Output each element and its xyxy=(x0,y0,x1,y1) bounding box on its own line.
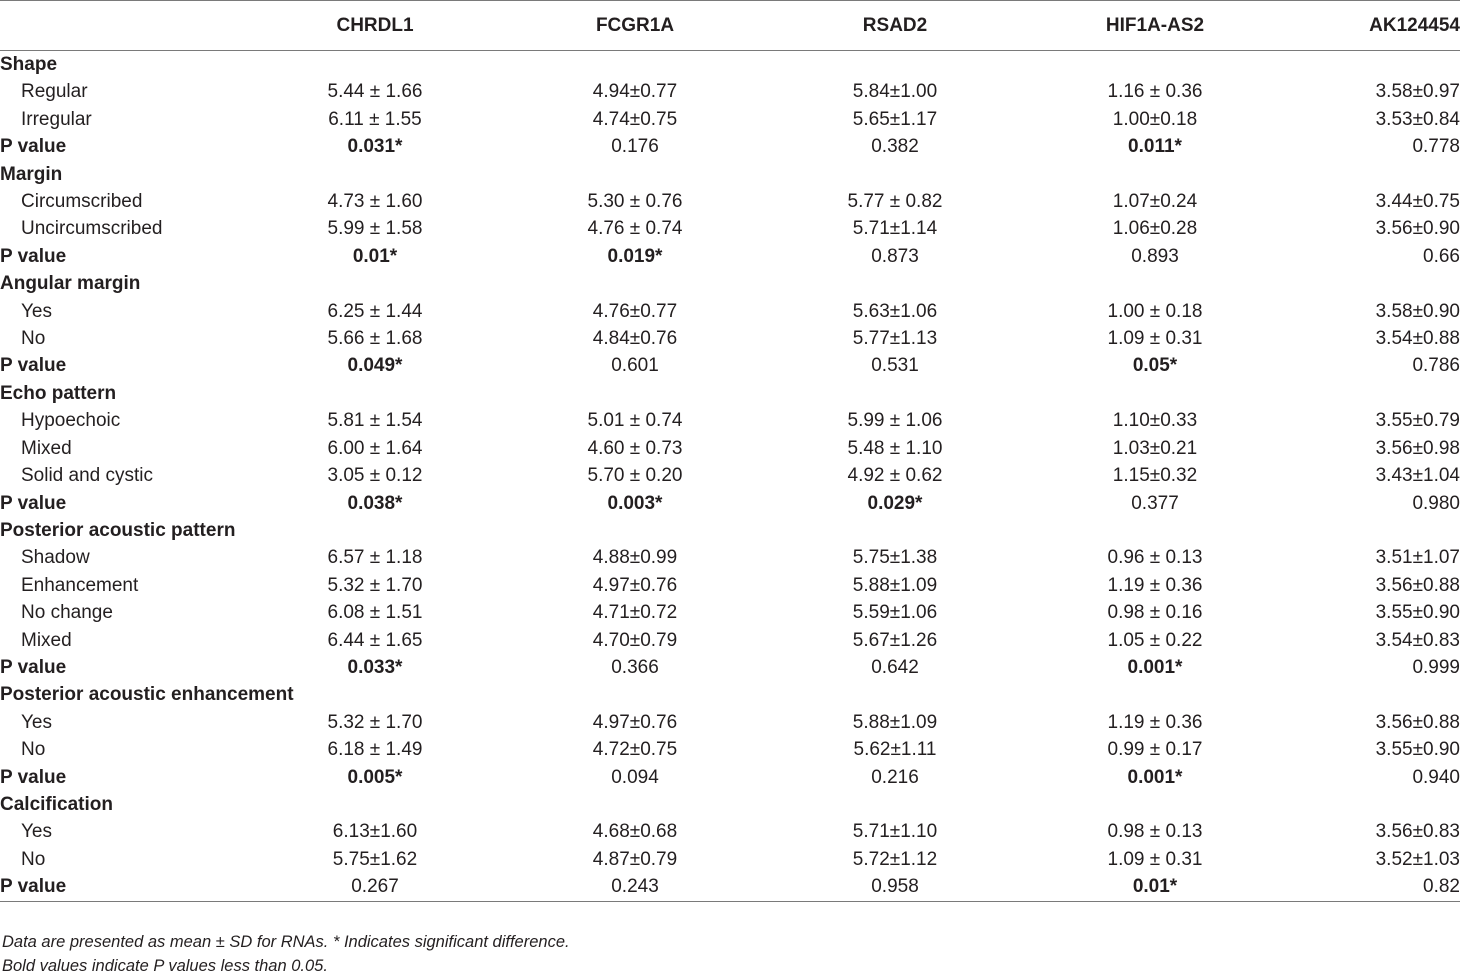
table-cell: 0.96 ± 0.13 xyxy=(1107,547,1203,569)
table-cell: 5.63±1.06 xyxy=(852,300,938,322)
table-cell: 5.32 ± 1.70 xyxy=(327,574,423,596)
table-cell: 3.52±1.03 xyxy=(1375,848,1460,870)
row-label: Yes xyxy=(21,821,52,843)
table-cell: 0.029* xyxy=(867,492,923,514)
table-cell: 0.031* xyxy=(347,136,403,158)
table-cell: 0.267 xyxy=(245,873,505,901)
table-cell: 1.06±0.28 xyxy=(1112,218,1198,240)
table-cell: 0.011* xyxy=(1128,136,1182,158)
table-cell: 4.92 ± 0.62 xyxy=(847,465,943,487)
table-cell: 1.09 ± 0.31 xyxy=(1107,328,1203,350)
group-row xyxy=(0,270,1460,297)
table-cell: 4.60 ± 0.73 xyxy=(587,437,683,459)
table-cell: 1.07±0.24 xyxy=(1112,191,1198,213)
table-cell: 0.778 xyxy=(1412,136,1460,158)
table-cell: 5.32 ± 1.70 xyxy=(327,711,423,733)
table-cell: 5.84±1.00 xyxy=(852,81,938,103)
table-row xyxy=(0,106,1460,133)
table-row xyxy=(0,599,1460,626)
table-row xyxy=(0,736,1460,763)
table-cell: 5.30 ± 0.76 xyxy=(587,191,683,213)
table-cell: 3.56±0.88 xyxy=(1375,574,1460,596)
table-cell: 0.873 xyxy=(871,245,919,267)
p-value-row xyxy=(0,352,1460,379)
table-cell: 0.377 xyxy=(1131,492,1179,514)
row-label: No xyxy=(21,848,46,870)
table-row xyxy=(0,818,1460,845)
column-header-label xyxy=(0,1,245,51)
table-cell: 6.18 ± 1.49 xyxy=(327,739,423,761)
table-cell: 1.19 ± 0.36 xyxy=(1107,711,1203,733)
table-cell: 4.70±0.79 xyxy=(592,629,678,651)
row-label: Mixed xyxy=(21,629,72,651)
table-cell: 0.176 xyxy=(611,136,659,158)
row-label: P value xyxy=(0,873,245,901)
row-label: Mixed xyxy=(21,437,72,459)
row-label: No xyxy=(21,739,46,761)
table-cell: 1.16 ± 0.36 xyxy=(1107,81,1203,103)
table-cell: 5.67±1.26 xyxy=(852,629,938,651)
table-cell: 3.58±0.97 xyxy=(1375,81,1460,103)
row-label: P value xyxy=(0,766,67,788)
table-cell: 5.71±1.14 xyxy=(852,218,938,240)
table-cell: 4.74±0.75 xyxy=(592,108,678,130)
table-cell: 5.72±1.12 xyxy=(852,848,938,870)
table-row xyxy=(0,215,1460,242)
table-cell: 6.57 ± 1.18 xyxy=(327,547,423,569)
table-cell: 5.71±1.10 xyxy=(852,821,938,843)
table-cell: 0.980 xyxy=(1412,492,1460,514)
group-label: Calcification xyxy=(0,793,113,815)
row-label: P value xyxy=(0,492,67,514)
row-label: Solid and cystic xyxy=(21,465,154,487)
table-cell: 3.54±0.88 xyxy=(1375,328,1460,350)
p-value-row xyxy=(0,654,1460,681)
table-cell: 4.87±0.79 xyxy=(592,848,678,870)
table-cell: 4.88±0.99 xyxy=(592,547,678,569)
group-row xyxy=(0,681,1460,708)
table-cell: 0.98 ± 0.16 xyxy=(1107,602,1203,624)
row-label: No xyxy=(21,328,46,350)
table-cell: 1.19 ± 0.36 xyxy=(1107,574,1203,596)
row-label: P value xyxy=(0,245,67,267)
table-cell: 3.55±0.90 xyxy=(1375,602,1460,624)
table-cell: 5.70 ± 0.20 xyxy=(587,465,683,487)
group-label: Margin xyxy=(0,163,63,185)
table-cell: 4.72±0.75 xyxy=(592,739,678,761)
table-cell: 4.76 ± 0.74 xyxy=(587,218,683,240)
table-cell: 4.68±0.68 xyxy=(592,821,678,843)
table-cell: 0.98 ± 0.13 xyxy=(1107,821,1203,843)
table-cell: 6.25 ± 1.44 xyxy=(327,300,423,322)
table-cell: 6.44 ± 1.65 xyxy=(327,629,423,651)
table-cell: 0.366 xyxy=(611,656,659,678)
p-value-row xyxy=(0,764,1460,791)
row-label: P value xyxy=(0,656,67,678)
table-row xyxy=(0,846,1460,873)
p-value-row xyxy=(0,133,1460,160)
row-label: Yes xyxy=(21,711,52,733)
group-row xyxy=(0,791,1460,818)
table-cell: 0.893 xyxy=(1131,245,1179,267)
table-cell: 0.66 xyxy=(1423,245,1460,267)
table-cell: 0.001* xyxy=(1127,656,1183,678)
table-cell: 3.55±0.90 xyxy=(1375,739,1460,761)
table-cell: 1.05 ± 0.22 xyxy=(1107,629,1203,651)
row-label: Hypoechoic xyxy=(21,410,121,432)
p-value-row xyxy=(0,243,1460,270)
table-cell: 1.10±0.33 xyxy=(1112,410,1198,432)
row-label: Enhancement xyxy=(21,574,139,596)
group-row xyxy=(0,161,1460,188)
table-cell: 5.77 ± 0.82 xyxy=(847,191,943,213)
table-cell: 3.44±0.75 xyxy=(1375,191,1460,213)
group-label: Posterior acoustic enhancement xyxy=(0,684,294,706)
table-cell: 0.958 xyxy=(765,873,1025,901)
table-row xyxy=(0,572,1460,599)
table-cell: 0.786 xyxy=(1412,355,1460,377)
group-row xyxy=(0,380,1460,407)
table-cell: 0.243 xyxy=(505,873,765,901)
table-cell: 3.56±0.83 xyxy=(1375,821,1460,843)
table-cell: 0.531 xyxy=(871,355,919,377)
table-cell: 0.094 xyxy=(611,766,659,788)
table-cell: 5.01 ± 0.74 xyxy=(587,410,683,432)
table-cell: 5.65±1.17 xyxy=(852,108,938,130)
table-cell: 4.94±0.77 xyxy=(592,81,678,103)
table-cell: 0.82 xyxy=(1285,873,1460,901)
table-cell: 5.99 ± 1.58 xyxy=(327,218,423,240)
table-cell: 5.99 ± 1.06 xyxy=(847,410,943,432)
table-header xyxy=(0,1,1460,51)
table-cell: 3.56±0.88 xyxy=(1375,711,1460,733)
table-cell: 3.51±1.07 xyxy=(1375,547,1460,569)
table-cell: 0.01* xyxy=(1025,873,1285,901)
column-header-ak124454: AK124454 xyxy=(1285,1,1460,51)
table-cell: 5.81 ± 1.54 xyxy=(327,410,423,432)
table-row xyxy=(0,325,1460,352)
table-body xyxy=(0,51,1460,902)
table-cell: 5.75±1.38 xyxy=(852,547,938,569)
table-cell: 6.13±1.60 xyxy=(332,821,418,843)
table-cell: 5.77±1.13 xyxy=(852,328,938,350)
table-row xyxy=(0,462,1460,489)
column-header-chrdl1: CHRDL1 xyxy=(245,1,505,51)
column-header-hif1a-as2: HIF1A-AS2 xyxy=(1025,1,1285,51)
table-row xyxy=(0,298,1460,325)
row-label: Yes xyxy=(21,300,52,322)
group-row xyxy=(0,51,1460,79)
table-cell: 3.56±0.90 xyxy=(1375,218,1460,240)
table-cell: 0.216 xyxy=(871,766,919,788)
table-cell: 5.44 ± 1.66 xyxy=(327,81,423,103)
column-header-rsad2: RSAD2 xyxy=(765,1,1025,51)
table-cell: 0.999 xyxy=(1412,656,1460,678)
table-cell: 5.88±1.09 xyxy=(852,711,938,733)
table-cell: 4.76±0.77 xyxy=(592,300,678,322)
table-row xyxy=(0,78,1460,105)
table-cell: 0.033* xyxy=(347,656,403,678)
table-row xyxy=(0,407,1460,434)
table-cell: 1.00±0.18 xyxy=(1112,108,1198,130)
table-cell: 5.75±1.62 xyxy=(332,848,418,870)
row-label: No change xyxy=(21,602,113,624)
table-cell: 5.66 ± 1.68 xyxy=(327,328,423,350)
table-cell: 3.05 ± 0.12 xyxy=(327,465,423,487)
table-cell: 6.08 ± 1.51 xyxy=(327,602,423,624)
table-cell: 1.09 ± 0.31 xyxy=(1107,848,1203,870)
table-cell: 5.88±1.09 xyxy=(852,574,938,596)
p-value-row xyxy=(0,490,1460,517)
table-cell: 1.03±0.21 xyxy=(1112,437,1198,459)
table-cell: 5.48 ± 1.10 xyxy=(847,437,943,459)
table-row xyxy=(0,709,1460,736)
table-cell: 3.56±0.98 xyxy=(1375,437,1460,459)
table-cell: 3.55±0.79 xyxy=(1375,410,1460,432)
table-row xyxy=(0,188,1460,215)
row-label: Circumscribed xyxy=(21,191,143,213)
group-label: Posterior acoustic pattern xyxy=(0,519,236,541)
table-cell: 4.71±0.72 xyxy=(592,602,678,624)
row-label: Uncircumscribed xyxy=(21,218,163,240)
group-label: Echo pattern xyxy=(0,382,117,404)
table-cell: 0.005* xyxy=(347,766,403,788)
row-label: Shadow xyxy=(21,547,90,569)
p-value-row xyxy=(0,873,1460,901)
table-cell: 3.54±0.83 xyxy=(1375,629,1460,651)
table-cell: 4.97±0.76 xyxy=(592,574,678,596)
header-row xyxy=(0,1,1460,51)
table-row xyxy=(0,627,1460,654)
footnote-bold-explanation: Bold values indicate P values less than 0.05. xyxy=(2,957,328,975)
row-label: Regular xyxy=(21,81,88,103)
table-cell: 0.05* xyxy=(1132,355,1178,377)
table-cell: 6.00 ± 1.64 xyxy=(327,437,423,459)
table-row xyxy=(0,435,1460,462)
table-cell: 5.59±1.06 xyxy=(852,602,938,624)
table-cell: 3.43±1.04 xyxy=(1375,465,1460,487)
table-cell: 0.003* xyxy=(607,492,663,514)
table-cell: 4.84±0.76 xyxy=(592,328,678,350)
group-row xyxy=(0,517,1460,544)
table-cell: 0.940 xyxy=(1412,766,1460,788)
table-cell: 0.642 xyxy=(871,656,919,678)
table-cell: 4.73 ± 1.60 xyxy=(327,191,423,213)
table-cell: 4.97±0.76 xyxy=(592,711,678,733)
table-cell: 0.001* xyxy=(1127,766,1183,788)
group-label: Angular margin xyxy=(0,273,141,295)
table-footnotes xyxy=(2,930,570,978)
table-cell: 0.382 xyxy=(871,136,919,158)
table-cell: 1.00 ± 0.18 xyxy=(1107,300,1203,322)
table-cell: 3.53±0.84 xyxy=(1375,108,1460,130)
table-cell: 0.601 xyxy=(611,355,659,377)
row-label: Irregular xyxy=(21,108,92,130)
table-cell: 1.15±0.32 xyxy=(1112,465,1198,487)
table-cell: 5.62±1.11 xyxy=(853,739,937,761)
table-cell: 0.049* xyxy=(347,355,403,377)
table-cell: 0.99 ± 0.17 xyxy=(1107,739,1203,761)
table-cell: 0.01* xyxy=(352,245,398,267)
row-label: P value xyxy=(0,355,67,377)
table-cell: 3.58±0.90 xyxy=(1375,300,1460,322)
group-label: Shape xyxy=(0,54,58,75)
table-cell: 6.11 ± 1.55 xyxy=(328,108,422,130)
table-cell: 0.019* xyxy=(607,245,663,267)
footnote-data-description: Data are presented as mean ± SD for RNAs. * Indicates significant difference. xyxy=(2,933,570,951)
table-row xyxy=(0,544,1460,571)
column-header-fcgr1a: FCGR1A xyxy=(505,1,765,51)
row-label: P value xyxy=(0,136,67,158)
table-cell: 0.038* xyxy=(347,492,403,514)
